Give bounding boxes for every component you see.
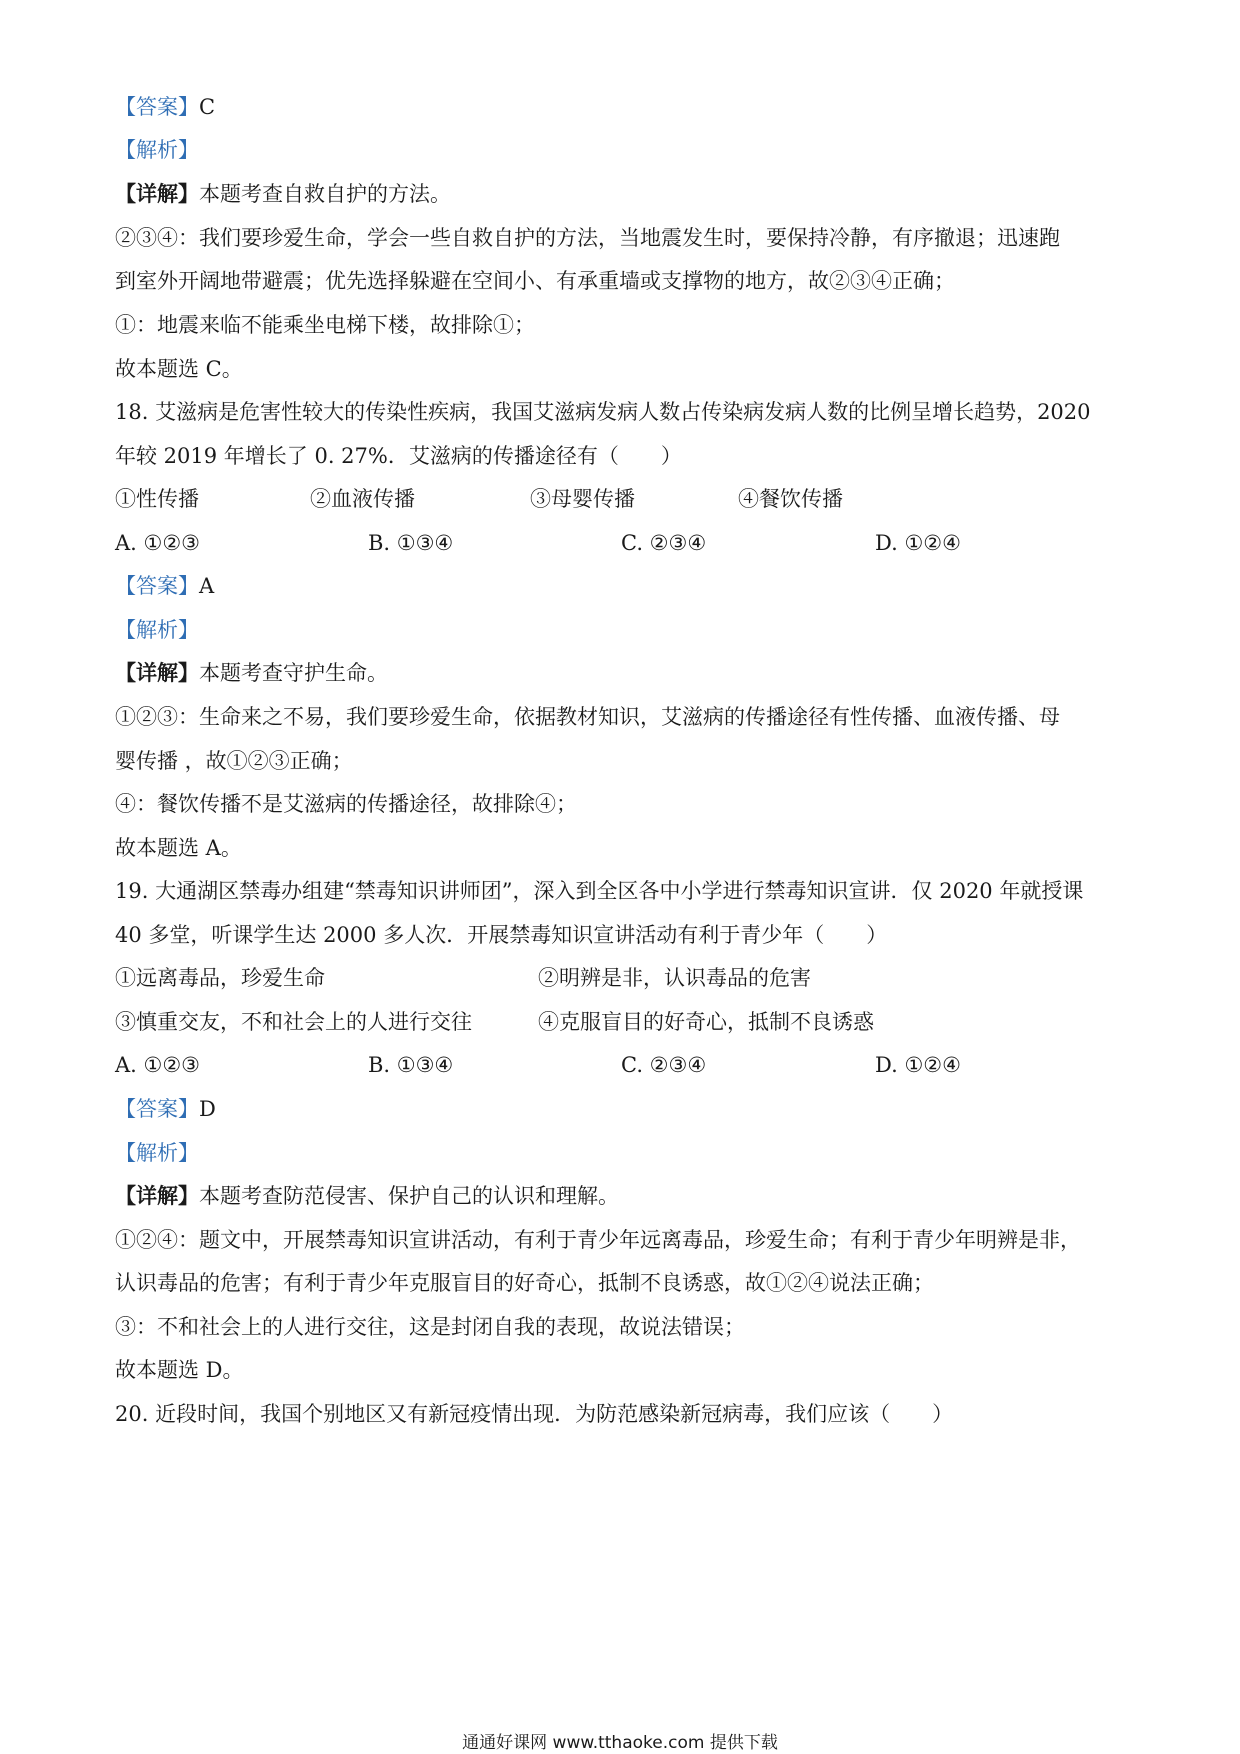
q19-item-2: ②明辨是非，认识毒品的危害	[538, 966, 811, 990]
q19-conclusion-line: 故本题选 D。	[115, 1358, 244, 1382]
answer-value: D	[199, 1097, 216, 1121]
q19-stem-line-1: 19. 大通湖区禁毒办组建“禁毒知识讲师团”，深入到全区各中小学进行禁毒知识宣讲．仅 2020 年就授课	[115, 879, 1084, 903]
q18-conclusion-line: 故本题选 A。	[115, 836, 242, 860]
q18-answer-line	[115, 571, 1125, 601]
q18-item-4: ④餐饮传播	[738, 487, 843, 511]
q19-item-1: ①远离毒品，珍爱生命	[115, 966, 325, 990]
q17-detail-line	[115, 179, 1125, 209]
q19-choice-a: A. ①②③	[115, 1053, 200, 1077]
q19-item-3: ③慎重交友，不和社会上的人进行交往	[115, 1010, 472, 1034]
detail-tag: 【详解】	[115, 181, 199, 206]
answer-tag: 【答案】	[115, 574, 199, 598]
analysis-tag: 【解析】	[115, 1141, 199, 1165]
q17-explanation-line-1: ②③④：我们要珍爱生命，学会一些自救自护的方法，当地震发生时，要保持冷静，有序撤退；迅速跑	[115, 226, 1060, 250]
q18-choice-d: D. ①②④	[875, 531, 961, 555]
detail-text: 本题考查自救自护的方法。	[199, 182, 451, 206]
q19-choice-b: B. ①③④	[368, 1053, 454, 1077]
q19-explanation-line-1: ①②④：题文中，开展禁毒知识宣讲活动，有利于青少年远离毒品，珍爱生命；有利于青少年明辨是非，	[115, 1228, 1081, 1252]
q17-answer-line	[115, 92, 1125, 122]
q20-stem-line-1: 20. 近段时间，我国个别地区又有新冠疫情出现．为防范感染新冠病毒，我们应该（ ）	[115, 1402, 954, 1426]
q19-answer-line	[115, 1094, 1125, 1124]
q19-choice-d: D. ①②④	[875, 1053, 961, 1077]
q18-stem-line-1: 18. 艾滋病是危害性较大的传染性疾病，我国艾滋病发病人数占传染病发病人数的比例呈增长趋势，2020	[115, 400, 1091, 424]
q19-detail-line	[115, 1181, 1125, 1211]
q18-choice-b: B. ①③④	[368, 531, 454, 555]
q18-explanation-line-2: 婴传播 ，故①②③正确；	[115, 749, 353, 773]
q17-conclusion-line: 故本题选 C。	[115, 357, 243, 381]
q18-analysis-line	[115, 615, 1125, 645]
answer-value: A	[199, 574, 215, 598]
q19-explanation-line-3: ③：不和社会上的人进行交往，这是封闭自我的表现，故说法错误；	[115, 1315, 745, 1339]
q18-detail-line	[115, 658, 1125, 688]
q17-explanation-line-3: ①：地震来临不能乘坐电梯下楼，故排除①；	[115, 313, 535, 337]
answer-tag: 【答案】	[115, 1097, 199, 1121]
q19-analysis-line	[115, 1138, 1125, 1168]
q18-item-3: ③母婴传播	[530, 487, 635, 511]
q18-stem-line-2: 年较 2019 年增长了 0. 27%．艾滋病的传播途径有（ ）	[115, 444, 682, 468]
analysis-tag: 【解析】	[115, 618, 199, 642]
page-footer: 通通好课网 www.tthaoke.com 提供下载	[462, 1733, 778, 1753]
answer-value: C	[199, 95, 216, 119]
q17-explanation-line-2: 到室外开阔地带避震；优先选择躲避在空间小、有承重墙或支撑物的地方，故②③④正确；	[115, 269, 955, 293]
analysis-tag: 【解析】	[115, 138, 199, 162]
q17-analysis-line	[115, 135, 1125, 165]
answer-tag: 【答案】	[115, 95, 199, 119]
detail-text: 本题考查防范侵害、保护自己的认识和理解。	[199, 1184, 619, 1208]
q18-explanation-line-3: ④：餐饮传播不是艾滋病的传播途径，故排除④；	[115, 792, 577, 816]
q18-item-1: ①性传播	[115, 487, 199, 511]
q18-item-2: ②血液传播	[310, 487, 415, 511]
detail-text: 本题考查守护生命。	[199, 661, 388, 685]
detail-tag: 【详解】	[115, 1183, 199, 1208]
q18-explanation-line-1: ①②③：生命来之不易，我们要珍爱生命，依据教材知识，艾滋病的传播途径有性传播、血液传播、母	[115, 705, 1060, 729]
q19-explanation-line-2: 认识毒品的危害；有利于青少年克服盲目的好奇心，抵制不良诱惑，故①②④说法正确；	[115, 1271, 934, 1295]
q19-choice-c: C. ②③④	[621, 1053, 707, 1077]
detail-tag: 【详解】	[115, 660, 199, 685]
q19-stem-line-2: 40 多堂，听课学生达 2000 多人次．开展禁毒知识宣讲活动有利于青少年（ ）	[115, 923, 888, 947]
q18-choice-c: C. ②③④	[621, 531, 707, 555]
q18-choice-a: A. ①②③	[115, 531, 200, 555]
q19-item-4: ④克服盲目的好奇心，抵制不良诱惑	[538, 1010, 874, 1034]
